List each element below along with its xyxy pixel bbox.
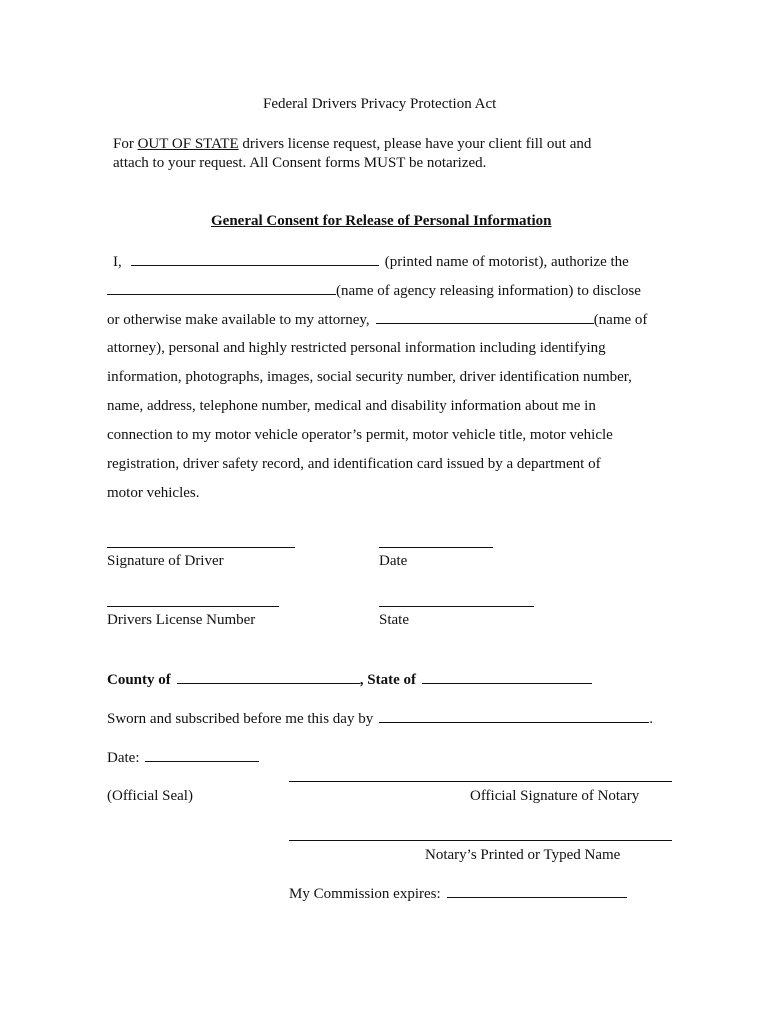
motorist-name-field[interactable] [131,252,379,266]
consent-body-line: registration, driver safety record, and identification card issued by a department of [107,456,601,472]
consent-body-line: motor vehicles. [107,485,200,501]
commission-line [289,884,627,903]
consent-i-label: I, [113,254,122,270]
license-state-label: State [379,612,409,628]
consent-line-1 [113,252,629,271]
sworn-line [107,709,653,728]
notary-name-line[interactable] [289,840,672,841]
intro-line-1 [113,135,591,153]
notary-signature-label: Official Signature of Notary [470,788,640,804]
sworn-label: Sworn and subscribed before me this day by [107,711,374,727]
driver-date-label: Date [379,553,408,569]
intro-emphasis: OUT OF STATE [137,136,239,152]
attorney-name-label: (name of [593,312,648,328]
county-label: County of [107,672,171,688]
notary-date-line [107,748,259,767]
notary-date-label: Date: [107,750,140,766]
intro-prefix: For [113,136,138,152]
motorist-name-label: (printed name of motorist), authorize the [384,254,629,270]
agency-name-label: (name of agency releasing information) to disclose [336,283,641,299]
sworn-period: . [649,711,653,727]
consent-body-line: attorney), personal and highly restricted personal information including identifying [107,340,606,356]
license-number-line[interactable] [107,606,279,607]
intro-rest: drivers license request, please have your client fill out and [238,136,592,152]
driver-date-line[interactable] [379,547,493,548]
document-title: Federal Drivers Privacy Protection Act [263,96,497,112]
commission-label: My Commission expires: [289,886,441,902]
notary-name-label: Notary’s Printed or Typed Name [425,847,621,863]
driver-signature-line[interactable] [107,547,295,548]
consent-body-line: name, address, telephone number, medical and disability information about me in [107,398,596,414]
attorney-prefix: or otherwise make available to my attorney, [107,312,370,328]
license-number-label: Drivers License Number [107,612,256,628]
notary-date-field[interactable] [145,748,259,762]
consent-line-3 [107,310,647,329]
consent-body-line: information, photographs, images, social security number, driver identification number, [107,369,632,385]
state-of-field[interactable] [422,670,592,684]
license-state-line[interactable] [379,606,534,607]
agency-name-field[interactable] [107,281,336,295]
driver-signature-label: Signature of Driver [107,553,224,569]
consent-body-line: connection to my motor vehicle operator’s permit, motor vehicle title, motor vehicle [107,427,613,443]
state-of-label: , State of [359,672,417,688]
intro-line-2: attach to your request. All Consent forms MUST be notarized. [113,155,487,171]
commission-expiry-field[interactable] [447,884,627,898]
consent-heading: General Consent for Release of Personal Information [211,213,552,229]
county-field[interactable] [177,670,360,684]
sworn-name-field[interactable] [379,709,649,723]
notary-signature-line[interactable] [289,781,672,782]
official-seal-label: (Official Seal) [107,788,193,804]
county-state-line [107,670,592,689]
attorney-name-field[interactable] [376,310,594,324]
consent-line-2 [107,281,641,300]
